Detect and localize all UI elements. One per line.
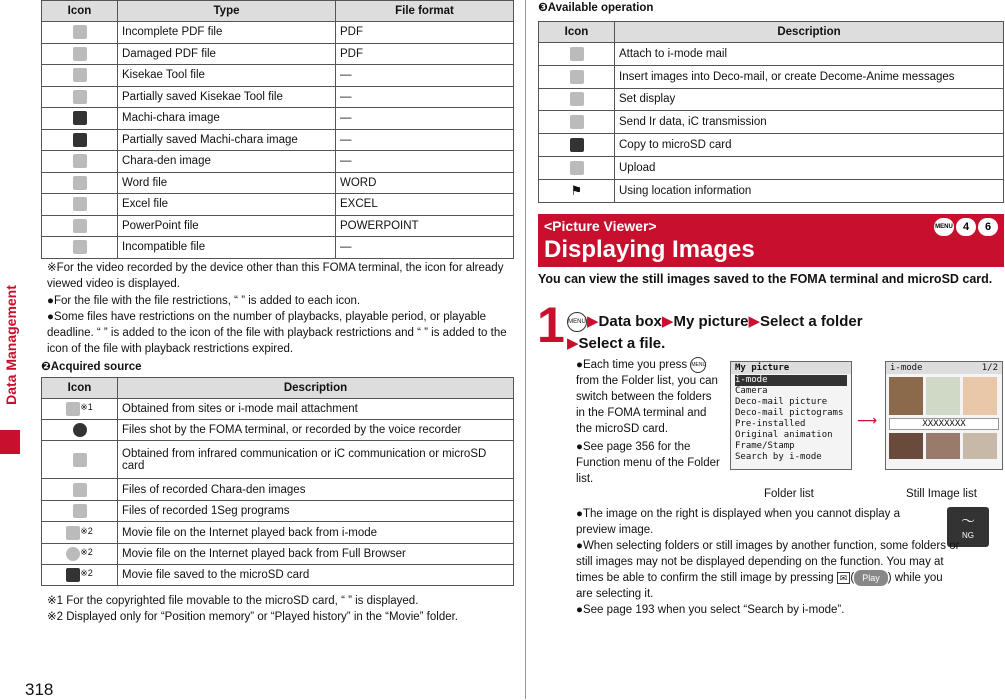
- machi-chara-icon: [73, 111, 87, 125]
- table-row: [539, 156, 1004, 179]
- desc-cell: Movie file on the Internet played back from Full Browser: [118, 544, 514, 565]
- damaged-pdf-icon: [73, 47, 87, 61]
- play-label: Play: [854, 570, 888, 586]
- ir-transmit-icon: [570, 115, 584, 129]
- infrared-source-icon: [73, 453, 87, 467]
- type-cell: Word file: [118, 172, 336, 194]
- menu-key-icon: MENU: [567, 312, 587, 332]
- format-cell: —: [336, 129, 514, 151]
- table-row: [42, 237, 514, 259]
- format-cell: —: [336, 151, 514, 173]
- footnote-2: ※2 Displayed only for “Position memory” or “Played history” in the “Movie” folder.: [47, 611, 459, 623]
- deco-mail-icon: [570, 70, 584, 84]
- arrow-icon: ▶: [567, 335, 579, 352]
- desc-cell: Files shot by the FOMA terminal, or recorded by the voice recorder: [118, 420, 514, 441]
- video-note: ※For the video recorded by the device other than this FOMA terminal, the icon for already viewed video is displayed.: [47, 262, 504, 290]
- type-cell: PowerPoint file: [118, 215, 336, 237]
- bullet-text: ●Each time you press: [576, 359, 688, 372]
- screen-title: My picture: [731, 362, 851, 374]
- bullet-other-function: ●When selecting folders or still images by another function, some folders or still images may not be displayed depending on the function. You may at times be able to confirm the still image by pressing ✉ ( Play ) while you are selecting it.: [576, 540, 960, 600]
- footnote-mark: ※2: [80, 568, 93, 578]
- step-part: Select a file.: [578, 335, 666, 352]
- arrow-icon: ▶: [661, 313, 674, 330]
- desc-cell: Set display: [615, 88, 1004, 111]
- format-cell: POWERPOINT: [336, 215, 514, 237]
- desc-cell: Send Ir data, iC transmission: [615, 111, 1004, 134]
- restriction-note: ●For the file with the file restrictions, “ ” is added to each icon.: [47, 295, 361, 307]
- table-row: [42, 479, 514, 501]
- desc-cell: Files of recorded 1Seg programs: [118, 501, 514, 522]
- table-row: [42, 65, 514, 87]
- folder-list-screen: [730, 361, 852, 470]
- type-cell: Chara-den image: [118, 151, 336, 173]
- bullet-text: from the Folder list, you can switch between the folders in the FOMA terminal and the microSD card.: [576, 375, 718, 436]
- bullet-text: ●When selecting folders or still images by another function, some folders or still images may not be displayed depending on the function. You may at times be able to confirm the still image by pressing: [576, 540, 960, 584]
- type-cell: Incompatible file: [118, 237, 336, 259]
- intro-text: You can view the still images saved to the FOMA terminal and microSD card.: [538, 272, 993, 286]
- key-4-icon: 4: [956, 218, 976, 236]
- oneseg-source-icon: [73, 504, 87, 518]
- acquired-source-heading: ❷Acquired source: [41, 361, 142, 373]
- table-row: [42, 501, 514, 522]
- table-row: [42, 544, 514, 565]
- format-cell: EXCEL: [336, 194, 514, 216]
- arrow-icon: ▶: [587, 313, 599, 330]
- header-type: Type: [118, 1, 336, 22]
- mail-key-icon: ✉: [837, 572, 851, 584]
- header-icon: Icon: [42, 378, 118, 399]
- microsd-movie-icon: [66, 568, 80, 582]
- list-item[interactable]: Search by i-mode: [735, 452, 822, 462]
- list-item[interactable]: Original animation: [735, 430, 833, 440]
- table-row: [539, 43, 1004, 66]
- microsd-copy-icon: [570, 138, 584, 152]
- site-source-icon: [66, 402, 80, 416]
- arrow-icon: ▶: [748, 313, 761, 330]
- menu-key-icon: MENU: [690, 357, 706, 373]
- screen-title: i-mode: [890, 363, 923, 373]
- flag-icon: ⚑: [570, 182, 583, 198]
- desc-cell: Obtained from sites or i-mode mail attachment: [118, 399, 514, 420]
- desc-cell: Using location information: [615, 179, 1004, 202]
- footnote-mark: ※2: [80, 547, 93, 557]
- header-format: File format: [336, 1, 514, 22]
- table-row: [42, 522, 514, 544]
- table-row: [42, 194, 514, 216]
- format-cell: PDF: [336, 22, 514, 44]
- column-divider: [525, 0, 526, 699]
- page-number: 318: [25, 680, 54, 699]
- list-item[interactable]: Pre-installed: [735, 419, 806, 429]
- table-row: [539, 134, 1004, 157]
- list-item[interactable]: Frame/Stamp: [735, 441, 795, 451]
- folder-list-caption: Folder list: [764, 488, 814, 500]
- type-cell: Incomplete PDF file: [118, 22, 336, 44]
- desc-cell: Files of recorded Chara-den images: [118, 479, 514, 501]
- table-row: [539, 111, 1004, 134]
- banner-title: Displaying Images: [544, 236, 755, 263]
- table-row: [42, 565, 514, 586]
- table-row: [42, 43, 514, 65]
- step-instruction: [567, 311, 927, 355]
- menu-key-icon: MENU: [934, 218, 954, 236]
- footnote-mark: ※1: [80, 402, 93, 412]
- table-row: [42, 129, 514, 151]
- type-cell: Excel file: [118, 194, 336, 216]
- step-part: Select a folder: [760, 313, 863, 330]
- section-banner: [538, 214, 1004, 267]
- desc-cell: Copy to microSD card: [615, 134, 1004, 157]
- list-item[interactable]: Deco-mail picture: [735, 397, 828, 407]
- type-cell: Damaged PDF file: [118, 43, 336, 65]
- desc-cell: Attach to i-mode mail: [615, 43, 1004, 66]
- desc-cell: Insert images into Deco-mail, or create Decome-Anime messages: [615, 65, 1004, 88]
- page-indicator: 1/2: [981, 363, 998, 373]
- table-row: [42, 151, 514, 173]
- bullet-search-imode: ●See page 193 when you select “Search by i-mode”.: [576, 604, 845, 616]
- header-description: Description: [615, 22, 1004, 43]
- format-cell: —: [336, 108, 514, 130]
- playback-note: ●Some files have restrictions on the number of playbacks, playable period, or playable deadline. “ ” is added to the icon of the file with playback restrictions and “ ” is added to the icon of the file with playback restrictions expired.: [47, 311, 507, 355]
- table-row: [539, 179, 1004, 202]
- partial-kisekae-icon: [73, 90, 87, 104]
- type-cell: Partially saved Machi-chara image: [118, 129, 336, 151]
- desc-cell: Movie file saved to the microSD card: [118, 565, 514, 586]
- bullet-function-menu: ●See page 356 for the Function menu of the Folder list.: [576, 441, 720, 485]
- wave-icon: 〜: [961, 513, 975, 529]
- acquired-source-table: [41, 377, 514, 586]
- table-row: [42, 108, 514, 130]
- type-cell: Machi-chara image: [118, 108, 336, 130]
- header-description: Description: [118, 378, 514, 399]
- imode-movie-icon: [66, 526, 80, 540]
- footnote-mark: ※2: [80, 525, 93, 536]
- thumbnail[interactable]: [963, 377, 997, 415]
- thumbnail[interactable]: [963, 433, 997, 459]
- footnote-1: ※1 For the copyrighted file movable to the microSD card, “ ” is displayed.: [47, 595, 419, 607]
- upload-icon: [570, 161, 584, 175]
- bullet-folder-switch: [576, 357, 722, 437]
- format-cell: WORD: [336, 172, 514, 194]
- chara-den-icon: [73, 154, 87, 168]
- type-cell: Partially saved Kisekae Tool file: [118, 86, 336, 108]
- step-part: My picture: [673, 313, 749, 330]
- incompatible-file-icon: [73, 240, 87, 254]
- still-image-caption: Still Image list: [906, 488, 977, 500]
- header-icon: Icon: [539, 22, 615, 43]
- table-row: [539, 65, 1004, 88]
- table-row: [42, 441, 514, 479]
- banner-subtitle: <Picture Viewer>: [544, 218, 657, 234]
- type-cell: Kisekae Tool file: [118, 65, 336, 87]
- list-item[interactable]: Deco-mail pictograms: [735, 408, 844, 418]
- table-row: [42, 420, 514, 441]
- excel-file-icon: [73, 197, 87, 211]
- step-number: 1: [537, 297, 565, 353]
- table-row: [539, 88, 1004, 111]
- bullet-text: while you are selecting it.: [576, 572, 943, 600]
- table-row: [42, 172, 514, 194]
- step-part: Data box: [598, 313, 662, 330]
- format-cell: —: [336, 86, 514, 108]
- transition-arrow-icon: ⟶: [857, 412, 878, 428]
- bullet-no-preview: ●The image on the right is displayed when you cannot display a preview image.: [576, 508, 901, 536]
- chara-den-source-icon: [73, 483, 87, 497]
- list-item[interactable]: Camera: [735, 386, 768, 396]
- thumbnail[interactable]: [889, 377, 923, 415]
- list-item[interactable]: i-mode: [735, 375, 847, 386]
- table-row: [42, 215, 514, 237]
- file-type-table: [41, 0, 514, 259]
- available-operation-table: [538, 21, 1004, 203]
- incomplete-pdf-icon: [73, 25, 87, 39]
- available-operation-heading: ❸Available operation: [538, 2, 654, 14]
- thumbnail[interactable]: [926, 377, 960, 415]
- desc-cell: Upload: [615, 156, 1004, 179]
- partial-machi-chara-icon: [73, 133, 87, 147]
- mail-attach-icon: [570, 47, 584, 61]
- set-display-icon: [570, 92, 584, 106]
- word-file-icon: [73, 176, 87, 190]
- header-icon: Icon: [42, 1, 118, 22]
- kisekae-icon: [73, 68, 87, 82]
- still-image-screen: [885, 361, 1003, 470]
- sample-text: XXXXXXXX: [889, 418, 999, 430]
- thumbnail[interactable]: [926, 433, 960, 459]
- key-sequence: [934, 218, 998, 236]
- format-cell: —: [336, 65, 514, 87]
- key-6-icon: 6: [978, 218, 998, 236]
- format-cell: —: [336, 237, 514, 259]
- thumbnail[interactable]: [889, 433, 923, 459]
- powerpoint-file-icon: [73, 219, 87, 233]
- table-row: [42, 22, 514, 44]
- format-cell: PDF: [336, 43, 514, 65]
- full-browser-movie-icon: [66, 547, 80, 561]
- side-marker: [0, 430, 20, 454]
- side-label: Data Management: [3, 285, 19, 405]
- desc-cell: Obtained from infrared communication or iC communication or microSD card: [118, 441, 514, 479]
- desc-cell: Movie file on the Internet played back from i-mode: [118, 522, 514, 544]
- ng-label: NG: [962, 531, 974, 540]
- table-row: [42, 86, 514, 108]
- table-row: [42, 399, 514, 420]
- camera-source-icon: [73, 423, 87, 437]
